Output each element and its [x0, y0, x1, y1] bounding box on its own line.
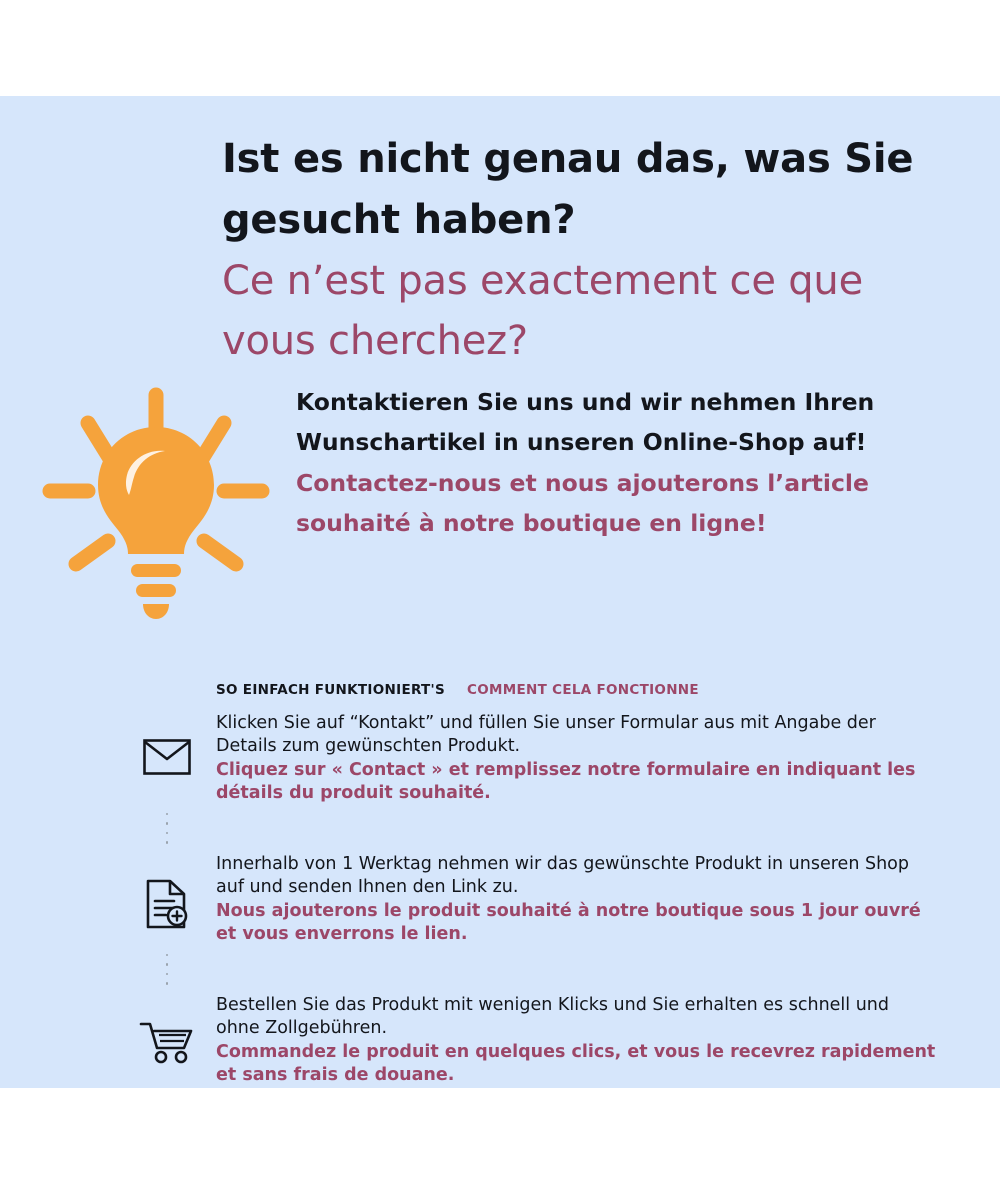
- step-text: [216, 710, 938, 805]
- step-item: [118, 992, 938, 1087]
- heading-french: Ce n’est pas exactement ce que vous cherchez?: [222, 257, 863, 365]
- step-connector-dots: [118, 805, 216, 851]
- heading-block: [222, 129, 922, 372]
- step-french: Nous ajouterons le produit souhaité à notre boutique sous 1 jour ouvré et vous enverrons le lien.: [216, 900, 921, 944]
- shopping-cart-icon: [118, 992, 216, 1064]
- lightbulb-icon: [36, 381, 276, 631]
- step-german: Klicken Sie auf “Kontakt” und füllen Sie unser Formular aus mit Angabe der Details zum gewünschten Produkt.: [216, 713, 876, 757]
- heading-german: Ist es nicht genau das, was Sie gesucht haben?: [222, 136, 914, 243]
- promo-banner: [0, 96, 1000, 1088]
- intro-block: [296, 382, 906, 544]
- step-german: Bestellen Sie das Produkt mit wenigen Klicks und Sie erhalten es schnell und ohne Zollgebühren.: [216, 995, 890, 1039]
- intro-german: Kontaktieren Sie uns und wir nehmen Ihren Wunschartikel in unseren Online-Shop auf!: [296, 388, 875, 457]
- step-french: Cliquez sur « Contact » et remplissez notre formulaire en indiquant les détails du produit souhaité.: [216, 759, 916, 803]
- step-item: [118, 710, 938, 805]
- step-connector-dots: [118, 946, 216, 992]
- step-french: Commandez le produit en quelques clics, et vous le recevrez rapidement et sans frais de douane.: [216, 1041, 936, 1085]
- howto-label-french: COMMENT CELA FONCTIONNE: [467, 682, 699, 698]
- envelope-icon: [118, 710, 216, 776]
- howto-label-german: SO EINFACH FUNKTIONIERT'S: [216, 682, 446, 698]
- step-text: [216, 851, 938, 946]
- step-text: [216, 992, 938, 1087]
- howto-label-row: [216, 682, 699, 698]
- document-add-icon: [118, 851, 216, 929]
- intro-french: Contactez-nous et nous ajouterons l’article souhaité à notre boutique en ligne!: [296, 468, 869, 538]
- step-item: [118, 851, 938, 946]
- step-german: Innerhalb von 1 Werktag nehmen wir das gewünschte Produkt in unseren Shop auf und senden Ihnen den Link zu.: [216, 854, 909, 898]
- steps-list: [118, 710, 938, 1087]
